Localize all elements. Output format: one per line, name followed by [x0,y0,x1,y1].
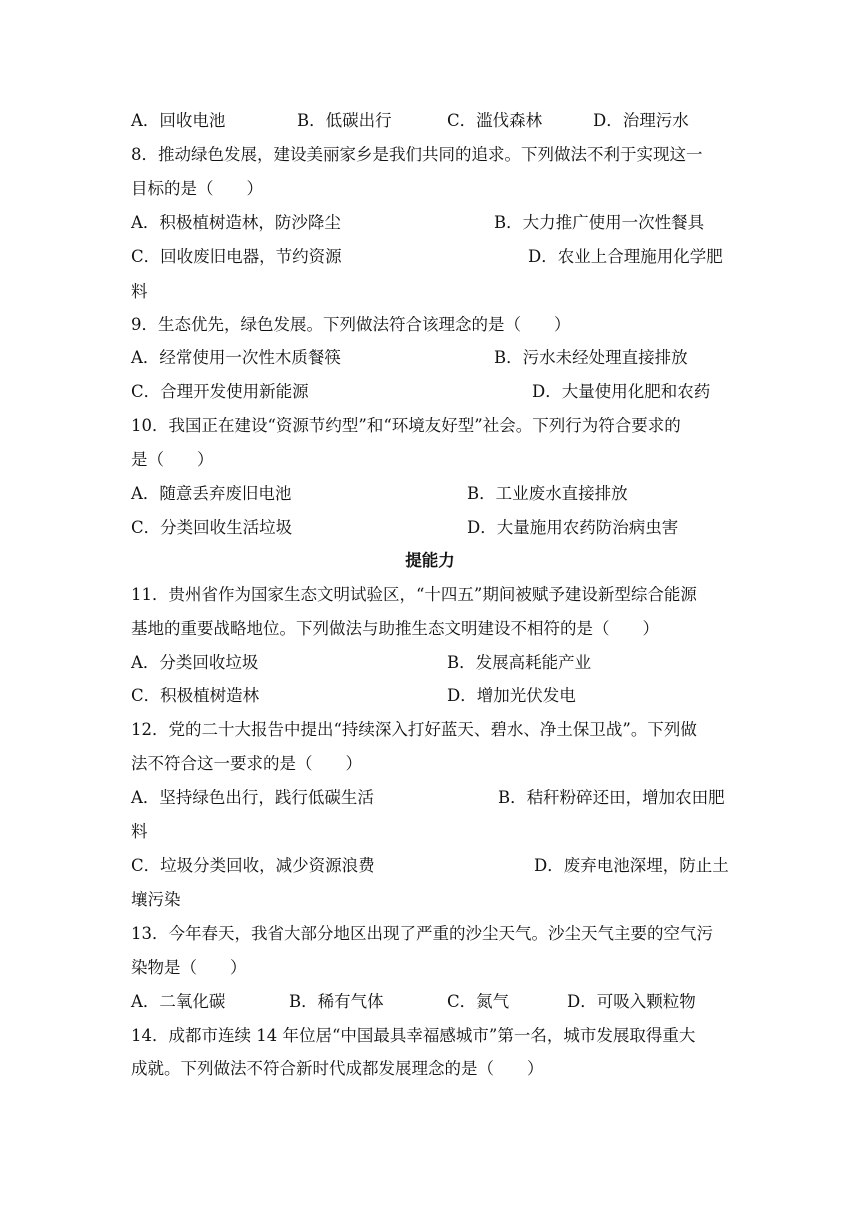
q11-stem-line2: 基地的重要战略地位。下列做法与助推生态文明建设不相符的是（ ） [131,619,659,638]
q14-stem-line1: 14．成都市连续 14 年位居“中国最具幸福感城市”第一名，城市发展取得重大 [131,1026,696,1045]
q11-option-a: A．分类回收垃圾 [131,653,259,672]
q7-option-a: A．回收电池 [131,111,226,130]
q13-option-b: B．稀有气体 [289,992,384,1011]
q12-stem-line1: 12．党的二十大报告中提出“持续深入打好蓝天、碧水、净土保卫战”。下列做 [131,720,697,739]
q10-stem-line1: 10．我国正在建设“资源节约型”和“环境友好型”社会。下列行为符合要求的 [131,416,681,435]
q10-option-c: C．分类回收生活垃圾 [131,518,293,537]
q13-option-c: C．氮气 [447,992,510,1011]
q10-option-d: D．大量施用农药防治病虫害 [467,518,679,537]
q8-stem-line2: 目标的是（ ） [131,179,263,198]
q14-stem-line2: 成就。下列做法不符合新时代成都发展理念的是（ ） [131,1059,544,1078]
q10-stem-line2: 是（ ） [131,450,214,469]
q9-stem: 9．生态优先，绿色发展。下列做法符合该理念的是（ ） [131,315,571,334]
q9-option-b: B．污水未经处理直接排放 [494,348,688,367]
q10-option-a: A．随意丢弃废旧电池 [131,484,292,503]
q7-option-b: B．低碳出行 [297,111,392,130]
q9-option-d: D．大量使用化肥和农药 [532,382,711,401]
q8-option-a: A．积极植树造林，防沙降尘 [131,213,341,232]
q11-option-c: C．积极植树造林 [131,686,260,705]
q10-option-b: B．工业废水直接排放 [467,484,628,503]
q12-stem-line2: 法不符合这一要求的是（ ） [131,754,362,773]
q11-option-d: D．增加光伏发电 [447,686,576,705]
q12-option-d: D．废弃电池深埋，防止土 [534,856,729,875]
q12-option-d-continued: 壤污染 [131,890,181,909]
q13-option-d: D．可吸入颗粒物 [567,992,696,1011]
q8-option-b: B．大力推广使用一次性餐具 [494,213,705,232]
q8-option-d-continued: 料 [131,282,148,301]
q11-stem-line1: 11．贵州省作为国家生态文明试验区，“十四五”期间被赋予建设新型综合能源 [131,585,697,604]
q13-option-a: A．二氧化碳 [131,992,226,1011]
q9-option-a: A．经常使用一次性木质餐筷 [131,348,341,367]
q8-stem-line1: 8．推动绿色发展，建设美丽家乡是我们共同的追求。下列做法不利于实现这一 [131,145,703,164]
q12-option-b-continued: 料 [131,822,148,841]
q11-option-b: B．发展高耗能产业 [447,653,592,672]
q12-option-b: B．秸秆粉碎还田，增加农田肥 [498,788,725,807]
q12-option-c: C．垃圾分类回收，减少资源浪费 [131,856,375,875]
q7-option-d: D．治理污水 [593,111,689,130]
q8-option-d: D．农业上合理施用化学肥 [528,247,723,266]
q13-stem-line1: 13．今年春天，我省大部分地区出现了严重的沙尘天气。沙尘天气主要的空气污 [131,924,713,943]
q13-stem-line2: 染物是（ ） [131,958,247,977]
q12-option-a: A．坚持绿色出行，践行低碳生活 [131,788,374,807]
section-title: 提能力 [405,551,455,570]
q8-option-c: C．回收废旧电器，节约资源 [131,247,342,266]
q7-option-c: C．滥伐森林 [447,111,543,130]
q9-option-c: C．合理开发使用新能源 [131,382,309,401]
